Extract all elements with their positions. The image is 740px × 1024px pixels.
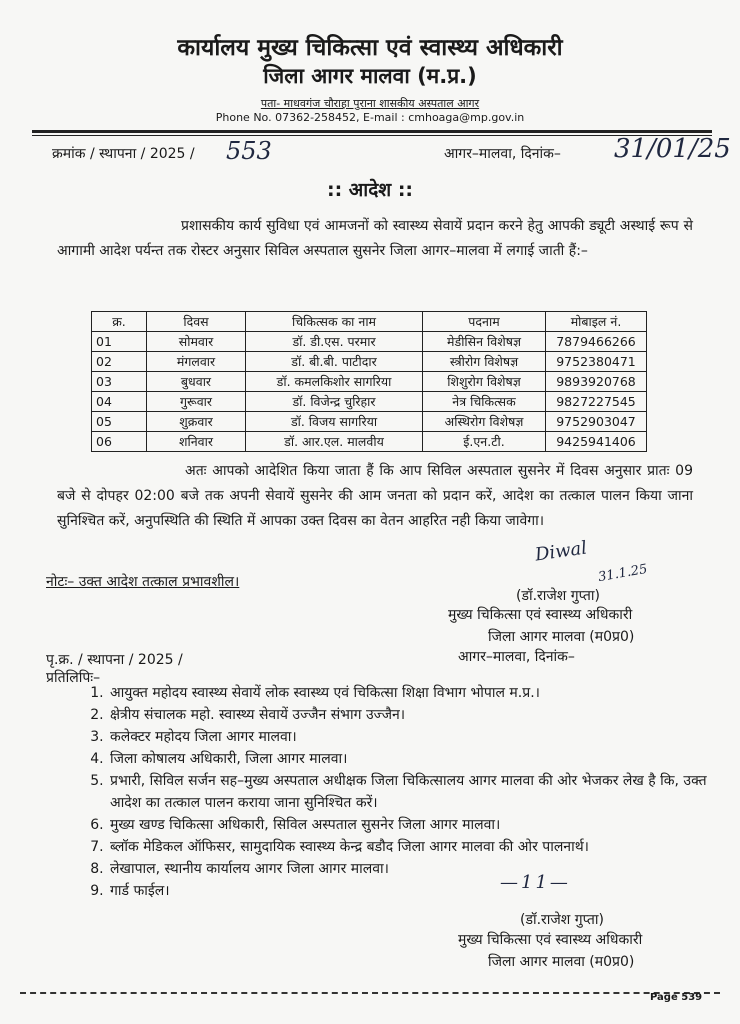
list-item: 7. ब्लॉक मेडिकल ऑफिसर, सामुदायिक स्वास्थ्य केन्द्र बडौद जिला आगर मालवा की ओर पालनार्थ। bbox=[108, 836, 728, 858]
district-title: जिला आगर मालवा (म.प्र.) bbox=[263, 64, 477, 88]
cell-mobile: 9425941406 bbox=[546, 432, 647, 452]
cell-doctor: डॉ. कमलकिशोर सागरिया bbox=[246, 372, 423, 392]
signature-mark: —11— bbox=[500, 872, 571, 893]
signature-date: 31.1.25 bbox=[597, 561, 649, 586]
header-rule bbox=[32, 130, 712, 133]
cell-designation: स्त्रीरोग विशेषज्ञ bbox=[423, 352, 546, 372]
list-item: 2. क्षेत्रीय संचालक महो. स्वास्थ्य सेवायें उज्जैन संभाग उज्जैन। bbox=[108, 704, 728, 726]
cell-designation: अस्थिरोग विशेषज्ञ bbox=[423, 412, 546, 432]
list-item: 9. गार्ड फाईल। bbox=[108, 880, 728, 902]
cell-mobile: 9893920768 bbox=[546, 372, 647, 392]
page-number: Page 539 bbox=[650, 992, 703, 1003]
cell-day: शनिवार bbox=[147, 432, 246, 452]
reference-number: 553 bbox=[226, 137, 272, 165]
table-row bbox=[92, 412, 647, 432]
place-date-label: आगर–मालवा, दिनांक– bbox=[444, 146, 561, 162]
signatory-name-2: (डॉ.राजेश गुप्ता) bbox=[520, 912, 604, 928]
cell-doctor: डॉ. आर.एल. मालवीय bbox=[246, 432, 423, 452]
cell-serial: 03 bbox=[92, 372, 147, 392]
copies-label: प्रतिलिपिः– bbox=[46, 670, 101, 686]
cell-mobile: 9752380471 bbox=[546, 352, 647, 372]
footer-rule bbox=[20, 992, 720, 994]
list-item: 1. आयुक्त महोदय स्वास्थ्य सेवायें लोक स्वास्थ्य एवं चिकित्सा शिक्षा विभाग भोपाल म.प्र.। bbox=[108, 682, 728, 704]
cell-serial: 01 bbox=[92, 332, 147, 352]
cell-doctor: डॉ. विजय सागरिया bbox=[246, 412, 423, 432]
office-title: कार्यालय मुख्य चिकित्सा एवं स्वास्थ्य अधिकारी bbox=[177, 35, 563, 61]
cell-mobile: 7879466266 bbox=[546, 332, 647, 352]
directive-paragraph: अतः आपको आदेशित किया जाता हैं कि आप सिविल अस्पताल सुसनेर में दिवस अनुसार प्रातः 09 बजे से दोपहर 02:00 बजे तक अपनी सेवायें सुसनेर की आम जनता को प्रदान करें, आदेश का तत्काल पालन किया जाना सुनिश्चित करें, अनुपस्थिति की स्थिति में आपका उक्त दिवस का वेतन आहरित नही किया जावेगा। bbox=[57, 463, 693, 529]
handwritten-signature: Diwal bbox=[533, 537, 589, 566]
signatory-designation-2: मुख्य चिकित्सा एवं स्वास्थ्य अधिकारी bbox=[458, 932, 643, 948]
signatory-name: (डॉ.राजेश गुप्ता) bbox=[516, 588, 600, 604]
endorsement-number: पृ.क्र. / स्थापना / 2025 / bbox=[46, 652, 183, 668]
cell-doctor: डॉ. डी.एस. परमार bbox=[246, 332, 423, 352]
reference-prefix: क्रमांक / स्थापना / 2025 / bbox=[52, 146, 195, 162]
cell-serial: 02 bbox=[92, 352, 147, 372]
cell-serial: 06 bbox=[92, 432, 147, 452]
cell-day: मंगलवार bbox=[147, 352, 246, 372]
cell-designation: शिशुरोग विशेषज्ञ bbox=[423, 372, 546, 392]
order-title: :: आदेश :: bbox=[326, 179, 414, 201]
note-line: नोटः– उक्त आदेश तत्काल प्रभावशील। bbox=[46, 574, 240, 590]
header-serial: क्र. bbox=[92, 312, 147, 332]
table-row bbox=[92, 392, 647, 412]
list-item: 5. प्रभारी, सिविल सर्जन सह–मुख्य अस्पताल अधीक्षक जिला चिकित्सालय आगर मालवा की ओर भेजकर लेख है कि, उक्त आदेश का तत्काल पालन कराया जाना सुनिश्चित करें। bbox=[108, 770, 728, 814]
cell-day: बुधवार bbox=[147, 372, 246, 392]
list-item: 4. जिला कोषालय अधिकारी, जिला आगर मालवा। bbox=[108, 748, 728, 770]
cell-mobile: 9827227545 bbox=[546, 392, 647, 412]
list-item: 6. मुख्य खण्ड चिकित्सा अधिकारी, सिविल अस्पताल सुसनेर जिला आगर मालवा। bbox=[108, 814, 728, 836]
signatory-designation: मुख्य चिकित्सा एवं स्वास्थ्य अधिकारी bbox=[448, 607, 633, 623]
cell-doctor: डॉ. विजेन्द्र चुरिहार bbox=[246, 392, 423, 412]
table-row bbox=[92, 332, 647, 352]
cell-serial: 05 bbox=[92, 412, 147, 432]
cell-designation: मेडीसिन विशेषज्ञ bbox=[423, 332, 546, 352]
roster-table bbox=[91, 311, 647, 452]
roster-header-row bbox=[92, 312, 647, 332]
header-mobile: मोबाइल नं. bbox=[546, 312, 647, 332]
contact-line: Phone No. 07362-258452, E-mail : cmhoaga@mp.gov.in bbox=[215, 111, 525, 124]
copies-list bbox=[76, 682, 728, 902]
header-designation: पदनाम bbox=[423, 312, 546, 332]
cell-mobile: 9752903047 bbox=[546, 412, 647, 432]
table-row bbox=[92, 352, 647, 372]
cell-day: गुरूवार bbox=[147, 392, 246, 412]
header-day: दिवस bbox=[147, 312, 246, 332]
signatory-district: जिला आगर मालवा (म0प्र0) bbox=[488, 629, 635, 645]
table-row bbox=[92, 432, 647, 452]
table-row bbox=[92, 372, 647, 392]
list-item: 3. कलेक्टर महोदय जिला आगर मालवा। bbox=[108, 726, 728, 748]
intro-paragraph: प्रशासकीय कार्य सुविधा एवं आमजनों को स्वास्थ्य सेवायें प्रदान करने हेतु आपकी ड्यूटी अस्थाई रूप से आगामी आदेश पर्यन्त तक रोस्टर अनुसार सिविल अस्पताल सुसनेर जिला आगर–मालवा में लगाई जाती हैं:– bbox=[57, 218, 693, 259]
cell-day: शुक्रवार bbox=[147, 412, 246, 432]
endorsement-place-date: आगर–मालवा, दिनांक– bbox=[458, 649, 575, 665]
cell-doctor: डॉ. बी.बी. पाटीदार bbox=[246, 352, 423, 372]
header-doctor: चिकित्सक का नाम bbox=[246, 312, 423, 332]
cell-designation: नेत्र चिकित्सक bbox=[423, 392, 546, 412]
office-address: पता- माधवगंज चौराहा पुराना शासकीय अस्पताल आगर bbox=[260, 97, 480, 110]
header-rule-thin bbox=[32, 135, 712, 136]
cell-day: सोमवार bbox=[147, 332, 246, 352]
signatory-district-2: जिला आगर मालवा (म0प्र0) bbox=[488, 954, 635, 970]
cell-serial: 04 bbox=[92, 392, 147, 412]
cell-designation: ई.एन.टी. bbox=[423, 432, 546, 452]
order-date: 31/01/25 bbox=[614, 134, 731, 164]
list-item: 8. लेखापाल, स्थानीय कार्यालय आगर जिला आगर मालवा। bbox=[108, 858, 728, 880]
